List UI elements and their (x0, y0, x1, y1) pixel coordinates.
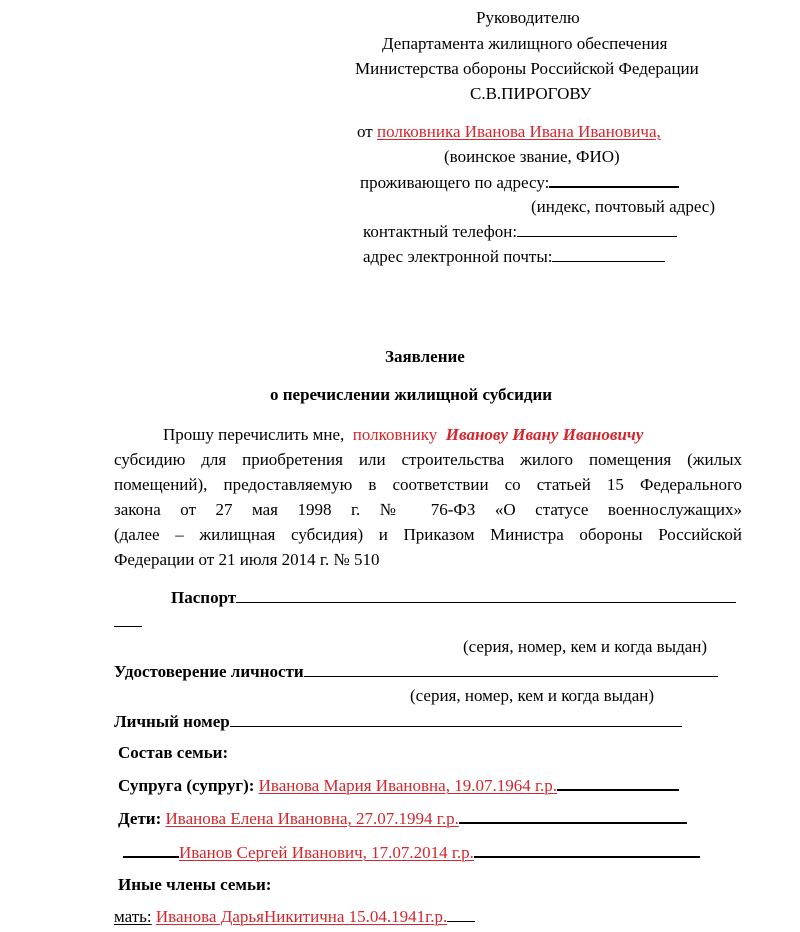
spouse-value: Иванова Мария Ивановна, 19.07.1964 г.р. (258, 776, 558, 795)
children-line (118, 809, 687, 829)
email-field[interactable] (552, 260, 665, 262)
body-line-1 (163, 425, 643, 445)
email-label: адрес электронной почты: (363, 247, 553, 266)
spouse-line (118, 776, 679, 796)
passport-field-cont[interactable] (114, 625, 142, 627)
child-2-prefix-field[interactable] (123, 855, 179, 858)
recipient-line-1: Руководителю (476, 8, 580, 27)
family-heading: Состав семьи: (118, 743, 229, 762)
child-2-field[interactable] (474, 855, 700, 858)
personal-number-line (114, 712, 682, 732)
from-line (357, 122, 661, 142)
recipient-line-2: Департамента жилищного обеспечения (382, 34, 668, 53)
phone-line (363, 222, 677, 242)
passport-label: Паспорт (171, 588, 237, 607)
phone-field[interactable] (517, 235, 677, 237)
child-2-line (123, 843, 700, 863)
mother-label: мать: (114, 907, 152, 926)
mother-field[interactable] (447, 920, 475, 922)
child-1-value: Иванова Елена Ивановна, 27.07.1994 г.р. (165, 809, 459, 828)
recipient-line-3: Министерства обороны Российской Федерации (355, 59, 699, 78)
address-field[interactable] (549, 185, 679, 188)
personal-number-label: Личный номер (114, 712, 230, 731)
from-hint: (воинское звание, ФИО) (444, 147, 620, 166)
address-line (360, 173, 679, 193)
body-name: Иванову Ивану Ивановичу (445, 425, 644, 444)
document-title: Заявление (385, 347, 465, 366)
passport-hint: (серия, номер, кем и когда выдан) (463, 637, 708, 656)
body-line-6: Федерации от 21 июля 2014 г. № 510 (114, 550, 380, 569)
body-line-5: (далее – жилищная субсидия) и Приказом Министра обороны Российской (114, 525, 742, 544)
personal-number-field[interactable] (230, 725, 682, 727)
applicant-rank-name: полковника Иванова Ивана Ивановича, (376, 122, 661, 141)
spouse-field[interactable] (557, 788, 679, 791)
spouse-label: Супруга (супруг): (118, 776, 255, 795)
id-card-label: Удостоверение личности (114, 662, 304, 681)
passport-field[interactable] (236, 601, 736, 603)
passport-field-continuation (114, 612, 142, 632)
id-card-field[interactable] (304, 675, 718, 677)
child-2-value: Иванов Сергей Иванович, 17.07.2014 г.р. (179, 843, 474, 862)
child-1-field[interactable] (459, 821, 687, 824)
body-line-2: субсидию для приобретения или строительства жилого помещения (жилых (114, 450, 742, 469)
address-hint: (индекс, почтовый адрес) (531, 197, 716, 216)
children-label: Дети: (118, 809, 162, 828)
id-card-hint: (серия, номер, кем и когда выдан) (410, 686, 655, 705)
address-label: проживающего по адресу: (360, 173, 550, 192)
mother-line (114, 907, 475, 927)
mother-value: Иванова ДарьяНикитична 15.04.1941г.р. (155, 907, 448, 926)
document-subtitle: о перечислении жилищной субсидии (270, 385, 553, 404)
from-prefix: от (357, 122, 373, 141)
body-line-4: закона от 27 мая 1998 г. № 76-ФЗ «О статусе военнослужащих» (114, 500, 742, 519)
recipient-name: С.В.ПИРОГОВУ (470, 84, 592, 103)
body-rank: полковнику (352, 425, 438, 444)
body-start: Прошу перечислить мне, (163, 425, 345, 444)
body-line-3: помещений), предоставляемую в соответствии со статьей 15 Федерального (114, 475, 742, 494)
passport-line (171, 588, 736, 608)
phone-label: контактный телефон: (363, 222, 518, 241)
email-line (363, 247, 665, 267)
other-family-heading: Иные члены семьи: (118, 875, 272, 894)
id-card-line (114, 662, 718, 682)
